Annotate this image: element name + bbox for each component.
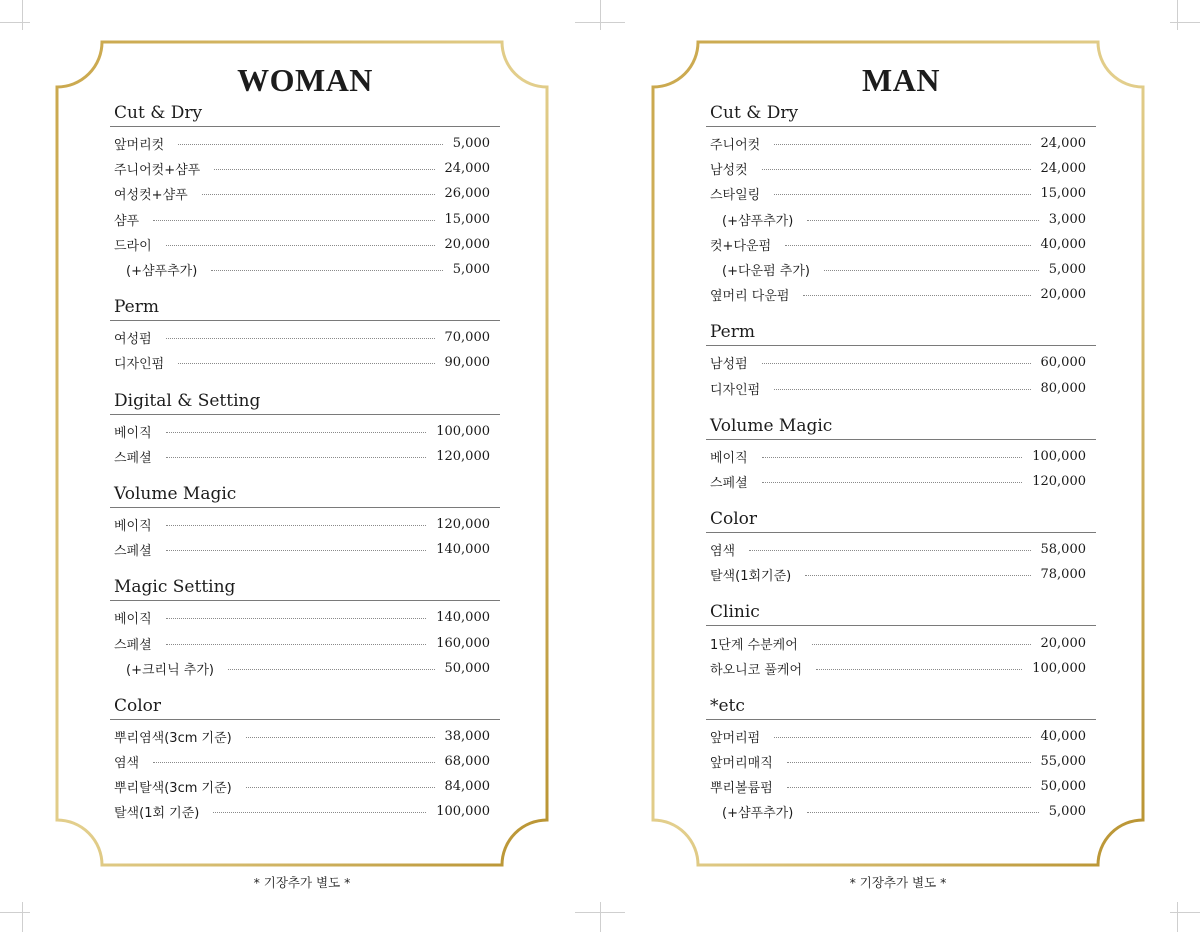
service-price: 100,000: [1032, 448, 1086, 464]
price-row: [110, 207, 500, 232]
service-name: 스타일링: [710, 188, 761, 204]
service-name: 디자인펌: [114, 357, 165, 373]
service-name: 베이직: [114, 425, 152, 441]
service-name: 컷+다운펌: [710, 238, 772, 254]
service-name: 스페셜: [114, 450, 152, 466]
price-row: [110, 325, 500, 350]
price-row: [110, 419, 500, 444]
price-row: [706, 562, 1096, 587]
price-row: [110, 630, 500, 655]
service-name: 하오니코 풀케어: [710, 662, 803, 678]
service-name: 여성펌: [114, 332, 152, 348]
service-price: 70,000: [444, 330, 490, 346]
dot-leader: [824, 270, 1039, 271]
price-row: [110, 181, 500, 206]
woman-title: WOMAN: [237, 62, 373, 98]
service-price: 5,000: [1048, 804, 1086, 820]
dot-leader: [214, 169, 434, 170]
dot-leader: [153, 220, 434, 221]
price-row: [706, 774, 1096, 799]
dot-leader: [166, 457, 427, 458]
service-name: 염색: [710, 544, 736, 560]
service-price: 24,000: [444, 161, 490, 177]
price-row: [706, 257, 1096, 282]
dot-leader: [762, 363, 1031, 364]
price-row: [110, 444, 500, 469]
menu-section: [110, 294, 500, 375]
service-price: 26,000: [444, 186, 490, 202]
price-row: [706, 207, 1096, 232]
price-row: [706, 724, 1096, 749]
price-row: [110, 656, 500, 681]
price-row: [110, 156, 500, 181]
service-price: 68,000: [444, 754, 490, 770]
service-name: 뿌리탈색(3cm 기준): [114, 781, 232, 797]
man-menu: [706, 60, 1096, 825]
section-heading: Cut & Dry: [706, 100, 1096, 127]
menu-section: [110, 100, 500, 282]
woman-menu: [110, 60, 500, 825]
service-price: 5,000: [452, 262, 490, 278]
service-price: 90,000: [444, 355, 490, 371]
service-name: 뿌리볼륨펌: [710, 781, 773, 797]
service-price: 84,000: [444, 779, 490, 795]
price-row: [706, 799, 1096, 824]
price-row: [110, 749, 500, 774]
section-heading: Magic Setting: [110, 574, 500, 601]
service-price: 15,000: [1040, 186, 1086, 202]
man-footnote: * 기장추가 별도 *: [849, 875, 947, 890]
dot-leader: [228, 669, 435, 670]
price-row: [110, 774, 500, 799]
service-price: 50,000: [444, 660, 490, 676]
section-heading: Perm: [706, 319, 1096, 346]
dot-leader: [762, 169, 1031, 170]
dot-leader: [178, 363, 434, 364]
woman-footnote: * 기장추가 별도 *: [253, 875, 351, 890]
service-name: 스페셜: [114, 637, 152, 653]
price-row: [706, 376, 1096, 401]
dot-leader: [807, 220, 1039, 221]
section-heading: *etc: [706, 693, 1096, 720]
service-name: (+샴푸추가): [126, 264, 198, 280]
service-price: 55,000: [1040, 754, 1086, 770]
section-heading: Volume Magic: [706, 413, 1096, 440]
dot-leader: [749, 550, 1030, 551]
service-name: (+다운펌 추가): [722, 264, 810, 280]
service-name: (+샴푸추가): [722, 213, 794, 229]
price-row: [706, 350, 1096, 375]
service-name: 베이직: [114, 518, 152, 534]
man-sections: [706, 100, 1096, 825]
section-heading: Volume Magic: [110, 481, 500, 508]
service-price: 40,000: [1040, 728, 1086, 744]
service-price: 120,000: [436, 448, 490, 464]
dot-leader: [803, 295, 1030, 296]
price-row: [706, 232, 1096, 257]
service-price: 20,000: [444, 236, 490, 252]
dot-leader: [774, 194, 1030, 195]
service-name: (+크리닉 추가): [126, 662, 214, 678]
dot-leader: [166, 550, 427, 551]
dot-leader: [213, 812, 426, 813]
service-name: 스페셜: [710, 475, 748, 491]
menu-section: [706, 693, 1096, 825]
service-price: 50,000: [1040, 779, 1086, 795]
dot-leader: [166, 644, 427, 645]
service-name: (+샴푸추가): [722, 806, 794, 822]
dot-leader: [774, 144, 1030, 145]
service-name: 탈색(1회기준): [710, 569, 792, 585]
menu-section: [110, 574, 500, 681]
price-row: [706, 156, 1096, 181]
service-name: 앞머리컷: [114, 138, 165, 154]
service-name: 샴푸: [114, 213, 140, 229]
price-row: [110, 512, 500, 537]
service-price: 140,000: [436, 542, 490, 558]
price-row: [706, 181, 1096, 206]
service-price: 58,000: [1040, 542, 1086, 558]
service-price: 80,000: [1040, 380, 1086, 396]
service-name: 베이직: [114, 612, 152, 628]
price-row: [706, 630, 1096, 655]
service-name: 옆머리 다운펌: [710, 289, 790, 305]
dot-leader: [211, 270, 443, 271]
section-heading: Color: [110, 693, 500, 720]
service-price: 120,000: [1032, 473, 1086, 489]
dot-leader: [805, 575, 1030, 576]
dot-leader: [246, 787, 435, 788]
service-name: 뿌리염색(3cm 기준): [114, 730, 232, 746]
service-name: 디자인펌: [710, 382, 761, 398]
service-price: 24,000: [1040, 136, 1086, 152]
woman-sections: [110, 100, 500, 825]
price-row: [110, 131, 500, 156]
price-row: [706, 282, 1096, 307]
dot-leader: [774, 389, 1030, 390]
dot-leader: [787, 787, 1031, 788]
price-row: [110, 350, 500, 375]
menu-section: [110, 481, 500, 562]
section-heading: Clinic: [706, 599, 1096, 626]
service-name: 여성컷+샴푸: [114, 188, 188, 204]
section-heading: Digital & Setting: [110, 388, 500, 415]
price-row: [706, 131, 1096, 156]
service-name: 1단계 수분케어: [710, 637, 798, 653]
price-row: [706, 469, 1096, 494]
dot-leader: [166, 338, 435, 339]
price-row: [110, 257, 500, 282]
price-row: [110, 537, 500, 562]
price-row: [706, 537, 1096, 562]
menu-section: [110, 693, 500, 825]
service-name: 남성컷: [710, 163, 748, 179]
dot-leader: [178, 144, 443, 145]
section-heading: Cut & Dry: [110, 100, 500, 127]
dot-leader: [807, 812, 1039, 813]
dot-leader: [202, 194, 435, 195]
service-name: 드라이: [114, 238, 152, 254]
service-name: 염색: [114, 756, 140, 772]
dot-leader: [812, 644, 1031, 645]
service-name: 주니어컷+샴푸: [114, 163, 201, 179]
price-row: [110, 799, 500, 824]
service-price: 100,000: [1032, 660, 1086, 676]
dot-leader: [787, 762, 1031, 763]
price-row: [706, 749, 1096, 774]
service-price: 140,000: [436, 610, 490, 626]
service-name: 베이직: [710, 450, 748, 466]
menu-section: [110, 388, 500, 469]
menu-section: [706, 599, 1096, 680]
service-price: 3,000: [1048, 211, 1086, 227]
service-price: 78,000: [1040, 567, 1086, 583]
price-row: [110, 605, 500, 630]
service-price: 38,000: [444, 728, 490, 744]
service-name: 앞머리매직: [710, 756, 773, 772]
price-row: [110, 724, 500, 749]
man-title: MAN: [862, 62, 940, 98]
dot-leader: [166, 618, 427, 619]
dot-leader: [816, 669, 1022, 670]
service-name: 앞머리펌: [710, 730, 761, 746]
dot-leader: [153, 762, 434, 763]
service-price: 24,000: [1040, 161, 1086, 177]
service-price: 60,000: [1040, 355, 1086, 371]
service-name: 주니어컷: [710, 138, 761, 154]
service-price: 100,000: [436, 804, 490, 820]
menu-section: [706, 506, 1096, 587]
service-name: 남성펌: [710, 357, 748, 373]
service-price: 20,000: [1040, 635, 1086, 651]
service-price: 20,000: [1040, 287, 1086, 303]
service-price: 120,000: [436, 516, 490, 532]
service-price: 5,000: [452, 136, 490, 152]
service-price: 100,000: [436, 423, 490, 439]
service-name: 스페셜: [114, 544, 152, 560]
dot-leader: [166, 525, 427, 526]
dot-leader: [166, 432, 427, 433]
menu-section: [706, 100, 1096, 307]
service-price: 160,000: [436, 635, 490, 651]
price-row: [706, 656, 1096, 681]
dot-leader: [246, 737, 435, 738]
section-heading: Perm: [110, 294, 500, 321]
dot-leader: [785, 245, 1030, 246]
dot-leader: [166, 245, 435, 246]
menu-section: [706, 413, 1096, 494]
dot-leader: [762, 482, 1023, 483]
service-name: 탈색(1회 기준): [114, 806, 200, 822]
dot-leader: [774, 737, 1030, 738]
section-heading: Color: [706, 506, 1096, 533]
service-price: 5,000: [1048, 262, 1086, 278]
service-price: 40,000: [1040, 236, 1086, 252]
price-row: [706, 444, 1096, 469]
service-price: 15,000: [444, 211, 490, 227]
menu-section: [706, 319, 1096, 400]
price-row: [110, 232, 500, 257]
dot-leader: [762, 457, 1023, 458]
